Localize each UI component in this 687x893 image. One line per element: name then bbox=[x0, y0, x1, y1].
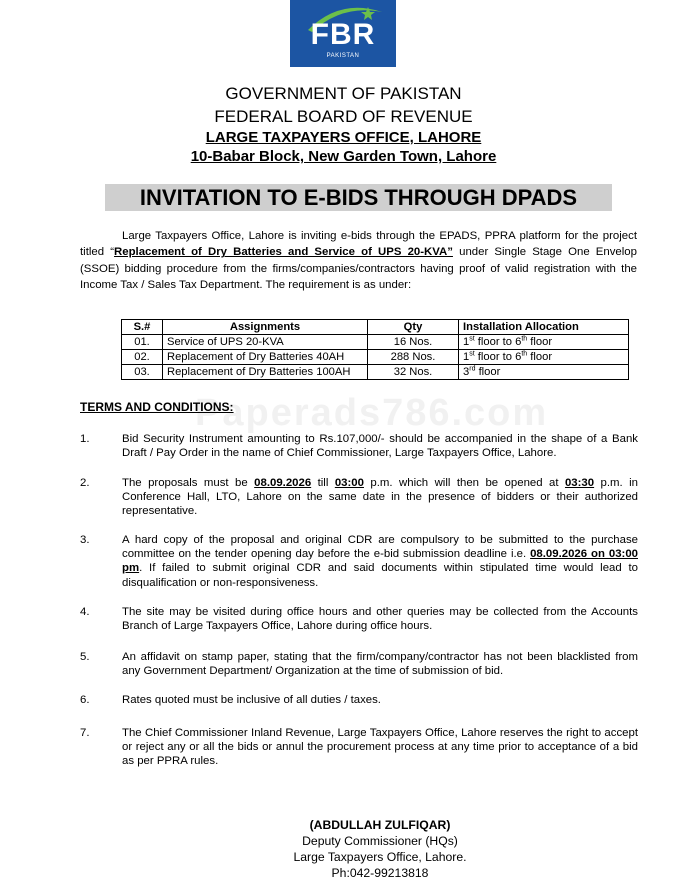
term-text-part: A hard copy of the proposal and original CDR are compulsory to be submitted to the purchase committee on the tender opening day before the e-bid submission deadline i.e. bbox=[122, 534, 638, 561]
requirements-table bbox=[121, 319, 629, 380]
term-text bbox=[122, 533, 638, 590]
term-text: Bid Security Instrument amounting to Rs.107,000/- should be accompanied in the shape of a Bank Draft / Pay Order in the name of Chief Commissioner, Large Taxpayers Office, Lahore. bbox=[122, 433, 638, 460]
col-allocation-header: Installation Allocation bbox=[459, 320, 629, 335]
alloc-c: floor bbox=[527, 351, 553, 363]
term-text: An affidavit on stamp paper, stating that the firm/company/contractor has not been blacklisted from any Government Department/ Organization at the time of submission of bid. bbox=[122, 651, 638, 678]
logo-subtext: PAKISTAN bbox=[326, 53, 360, 59]
header-government: GOVERNMENT OF PAKISTAN bbox=[225, 84, 462, 103]
col-assignments-header: Assignments bbox=[163, 320, 368, 335]
cell-sn: 03. bbox=[122, 365, 163, 380]
term-date: 08.09.2026 bbox=[254, 477, 312, 489]
term-text-part: p.m. in Conference Hall, LTO, Lahore on the same date in the presence of bidders or their authorized representative. bbox=[122, 477, 639, 518]
term-text: Rates quoted must be inclusive of all duties / taxes. bbox=[122, 694, 381, 706]
term-text-part: . If failed to submit original CDR and said documents within stipulated time would lead to disqualification or non-responsiveness. bbox=[122, 562, 638, 589]
alloc-a-sup: rd bbox=[469, 365, 476, 373]
intro-part2: under Single Stage One Envelop (SSOE) bidding procedure from the firms/companies/contractors having proof of valid registration with the Income Tax / Sales Tax Department. The requirement is as under: bbox=[80, 246, 637, 292]
term-text: The site may be visited during office hours and other queries may be collected from the Accounts Branch of Large Taxpayers Office, Lahore during office hours. bbox=[122, 606, 638, 633]
alloc-b: floor bbox=[475, 366, 501, 378]
watermark: Paperads786.com bbox=[195, 392, 549, 434]
col-qty-header: Qty bbox=[368, 320, 459, 335]
cell-allocation bbox=[459, 350, 629, 365]
term-number: 2. bbox=[80, 477, 90, 489]
alloc-b-sup: th bbox=[521, 350, 528, 358]
cell-sn: 01. bbox=[122, 335, 163, 350]
header-office: LARGE TAXPAYERS OFFICE, LAHORE bbox=[205, 129, 482, 146]
signatory-office: Large Taxpayers Office, Lahore. bbox=[293, 850, 467, 864]
signatory-name: (ABDULLAH ZULFIQAR) bbox=[309, 818, 451, 832]
term-text-part: p.m. which will then be opened at bbox=[363, 477, 565, 489]
signatory-phone: Ph:042-99213818 bbox=[331, 866, 429, 880]
alloc-a-sup: st bbox=[469, 335, 475, 343]
term-number: 5. bbox=[80, 651, 90, 663]
term-number: 1. bbox=[80, 433, 90, 445]
cell-qty: 32 Nos. bbox=[368, 365, 459, 380]
alloc-b: floor to 6 bbox=[474, 351, 522, 363]
header-fbr: FEDERAL BOARD OF REVENUE bbox=[214, 107, 473, 126]
fbr-logo bbox=[290, 0, 396, 67]
intro-part1: Large Taxpayers Office, Lahore is inviting e-bids through the EPADS, PPRA platform for the project titled “ bbox=[80, 230, 637, 259]
term-text: The Chief Commissioner Inland Revenue, Large Taxpayers Office, Lahore reserves the right to accept or reject any or all the bids or annul the procurement process at any time prior to acceptance of a bid as per PPRA rules. bbox=[122, 727, 638, 768]
cell-assignment: Replacement of Dry Batteries 40AH bbox=[163, 350, 368, 365]
term-number: 3. bbox=[80, 534, 90, 546]
table-header-row bbox=[122, 320, 629, 335]
logo-text: FBR bbox=[310, 18, 376, 51]
alloc-b-sup: th bbox=[521, 335, 528, 343]
cell-qty: 288 Nos. bbox=[368, 350, 459, 365]
project-title: Replacement of Dry Batteries and Service of UPS 20-KVA” bbox=[114, 246, 453, 259]
alloc-a: 3 bbox=[463, 366, 470, 378]
cell-allocation bbox=[459, 365, 629, 380]
term-deadline: 08.09.2026 on 03:00 pm bbox=[122, 548, 638, 575]
alloc-a: 1 bbox=[463, 336, 470, 348]
alloc-c: floor bbox=[527, 336, 553, 348]
intro-paragraph bbox=[80, 228, 637, 294]
alloc-b: floor to 6 bbox=[474, 336, 522, 348]
term-text-part: The proposals must be bbox=[122, 477, 255, 489]
page-title: INVITATION TO E-BIDS THROUGH DPADS bbox=[105, 184, 612, 211]
alloc-a-sup: st bbox=[469, 350, 475, 358]
col-sn-header: S.# bbox=[122, 320, 163, 335]
cell-assignment: Service of UPS 20-KVA bbox=[163, 335, 368, 350]
signatory-designation: Deputy Commissioner (HQs) bbox=[302, 834, 458, 848]
cell-sn: 02. bbox=[122, 350, 163, 365]
alloc-a: 1 bbox=[463, 351, 470, 363]
header-address: 10-Babar Block, New Garden Town, Lahore bbox=[190, 148, 497, 165]
term-time: 03:30 bbox=[564, 477, 595, 489]
term-text-part: till bbox=[311, 477, 335, 489]
terms-heading: TERMS AND CONDITIONS: bbox=[80, 400, 234, 414]
term-time: 03:00 bbox=[334, 477, 364, 489]
cell-qty: 16 Nos. bbox=[368, 335, 459, 350]
cell-allocation bbox=[459, 335, 629, 350]
term-number: 4. bbox=[80, 606, 90, 618]
term-text bbox=[122, 476, 638, 519]
term-number: 6. bbox=[80, 694, 90, 706]
cell-assignment: Replacement of Dry Batteries 100AH bbox=[163, 365, 368, 380]
table-row bbox=[122, 350, 629, 365]
term-number: 7. bbox=[80, 727, 90, 739]
table-row bbox=[122, 335, 629, 350]
table-row bbox=[122, 365, 629, 380]
